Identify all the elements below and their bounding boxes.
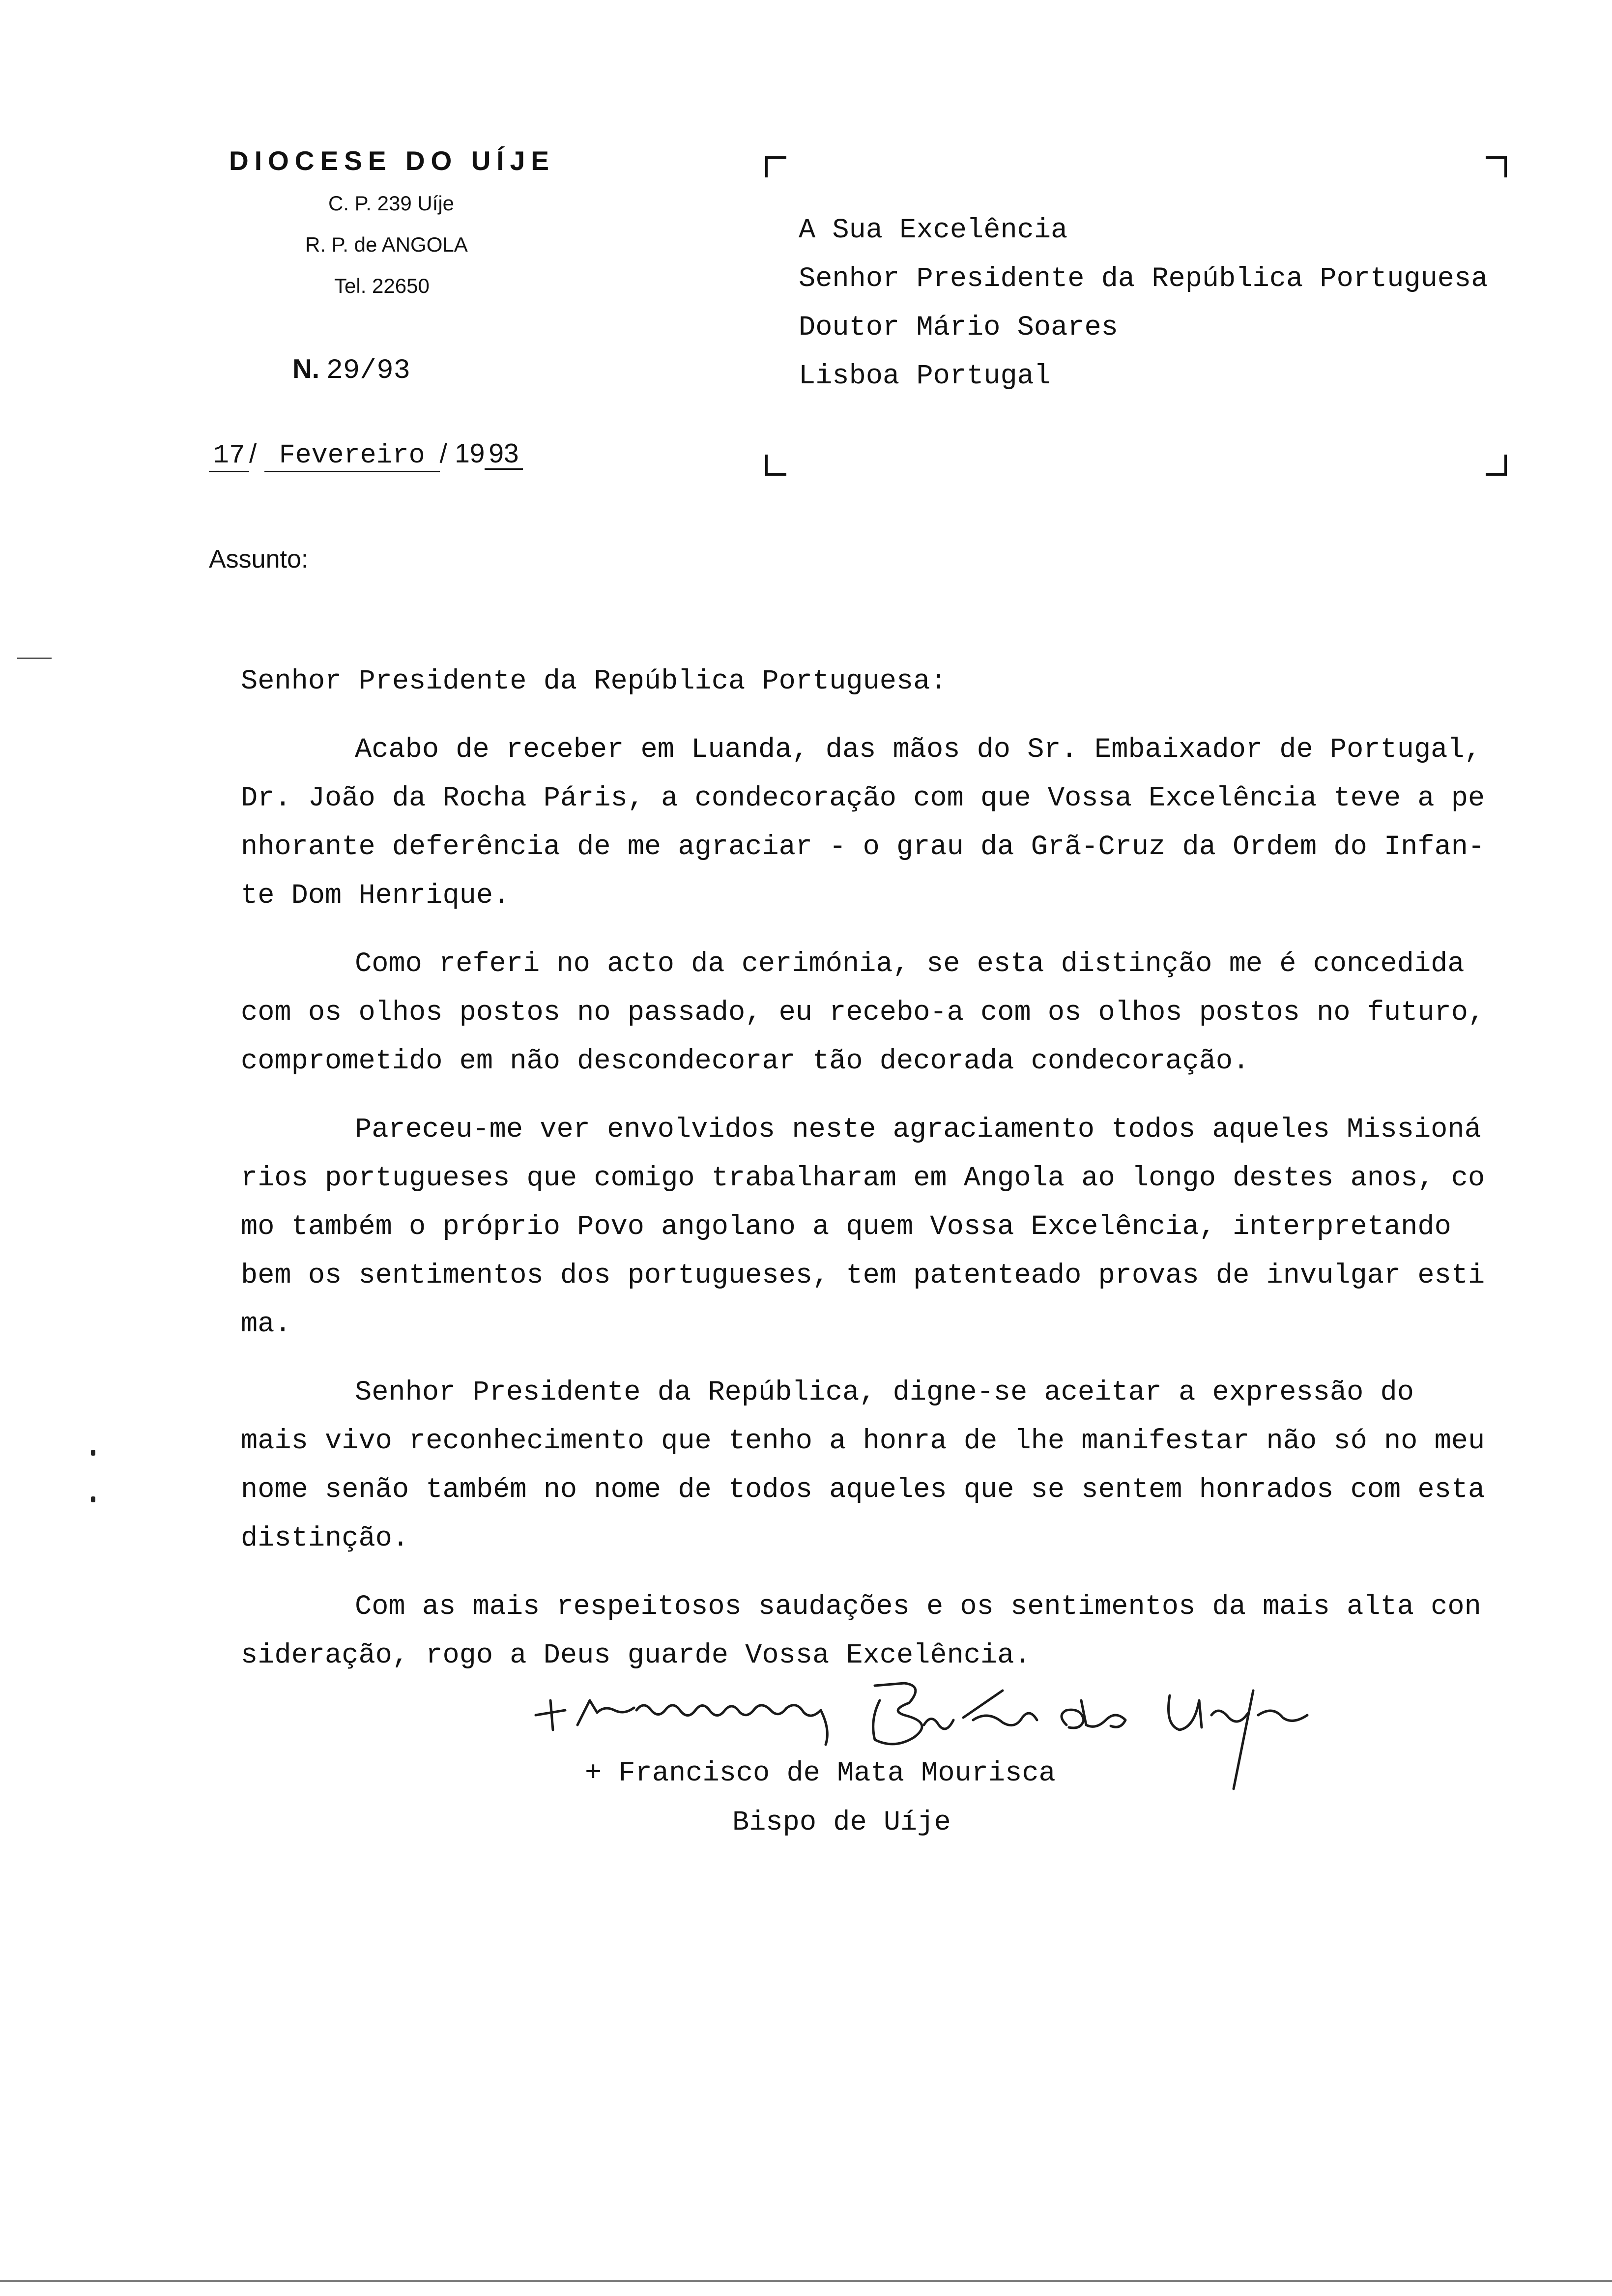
- address-line-3: Doutor Mário Soares: [799, 312, 1118, 344]
- body-line: Acabo de receber em Luanda, das mãos do Sr. Embaixador de Portugal,: [355, 734, 1481, 766]
- body-line: Dr. João da Rocha Páris, a condecoração com que Vossa Excelência teve a pe: [241, 783, 1485, 814]
- body-line: rios portugueses que comigo trabalharam em Angola ao longo destes anos, co: [241, 1163, 1485, 1194]
- body-line: com os olhos postos no passado, eu recebo-a com os olhos postos no futuro,: [241, 997, 1485, 1029]
- body-line: nhorante deferência de me agraciar - o grau da Grã-Cruz da Ordem do Infan-: [241, 832, 1485, 863]
- subject-label: Assunto:: [209, 545, 309, 574]
- address-corner-top-right: [1486, 156, 1507, 177]
- address-corner-bottom-left: [765, 455, 786, 476]
- date-year-prefix: 19: [455, 438, 485, 468]
- body-line: Senhor Presidente da República, digne-se aceitar a expressão do: [355, 1377, 1414, 1408]
- postal-box: C. P. 239 Uíje: [328, 192, 455, 215]
- number-label: N.: [292, 353, 319, 384]
- body-line: mais vivo reconhecimento que tenho a honra de lhe manifestar não só no meu: [241, 1426, 1485, 1457]
- body-line: mo também o próprio Povo angolano a quem Vossa Excelência, interpretando: [241, 1211, 1451, 1243]
- paragraph-3: [241, 1106, 1485, 1349]
- scan-edge-mark: [17, 658, 52, 659]
- body-line: Com as mais respeitosos saudações e os sentimentos da mais alta con: [355, 1591, 1481, 1623]
- address-line-2: Senhor Presidente da República Portuguesa: [799, 263, 1488, 295]
- body-line: Pareceu-me ver envolvidos neste agraciamento todos aqueles Missioná: [355, 1114, 1481, 1146]
- body-line: sideração, rogo a Deus guarde Vossa Excelência.: [241, 1640, 1031, 1671]
- salutation: Senhor Presidente da República Portuguesa:: [241, 666, 947, 697]
- address-corner-bottom-right: [1486, 455, 1507, 476]
- signatory-title: Bispo de Uíje: [732, 1807, 951, 1838]
- body-line: Como referi no acto da cerimónia, se esta distinção me é concedida: [355, 948, 1465, 980]
- date-month: Fevereiro: [264, 440, 440, 472]
- body-line: distinção.: [241, 1523, 409, 1554]
- recipient-address: [799, 206, 1488, 401]
- scan-dot: [91, 1496, 95, 1502]
- scan-dot: [91, 1450, 95, 1456]
- paragraph-2: [241, 940, 1485, 1086]
- country-line: R. P. de ANGOLA: [305, 233, 468, 256]
- letter-date: 17 / Fevereiro / 19 93: [209, 437, 523, 471]
- address-line-4: Lisboa Portugal: [799, 361, 1051, 392]
- reference-number: [292, 353, 410, 387]
- phone-line: Tel. 22650: [334, 274, 430, 297]
- signatory-name: + Francisco de Mata Mourisca: [585, 1758, 1056, 1789]
- scan-bottom-edge: [0, 2280, 1612, 2282]
- body-line: comprometido em não descondecorar tão decorada condecoração.: [241, 1046, 1250, 1077]
- body-line: bem os sentimentos dos portugueses, tem patenteado provas de invulgar esti: [241, 1260, 1485, 1292]
- date-day: 17: [209, 440, 249, 472]
- date-year-suffix: 93: [485, 438, 522, 470]
- address-line-1: A Sua Excelência: [799, 215, 1068, 246]
- number-value: 29/93: [326, 355, 410, 387]
- body-line: ma.: [241, 1309, 291, 1340]
- diocese-title: DIOCESE DO UÍJE: [229, 145, 555, 176]
- paragraph-4: [241, 1369, 1485, 1563]
- body-line: nome senão também no nome de todos aqueles que se sentem honrados com esta: [241, 1474, 1485, 1506]
- letter-body: [241, 658, 1485, 1680]
- paragraph-1: [241, 726, 1485, 920]
- body-line: te Dom Henrique.: [241, 880, 510, 912]
- address-corner-top-left: [765, 156, 786, 177]
- paragraph-5: [241, 1583, 1481, 1680]
